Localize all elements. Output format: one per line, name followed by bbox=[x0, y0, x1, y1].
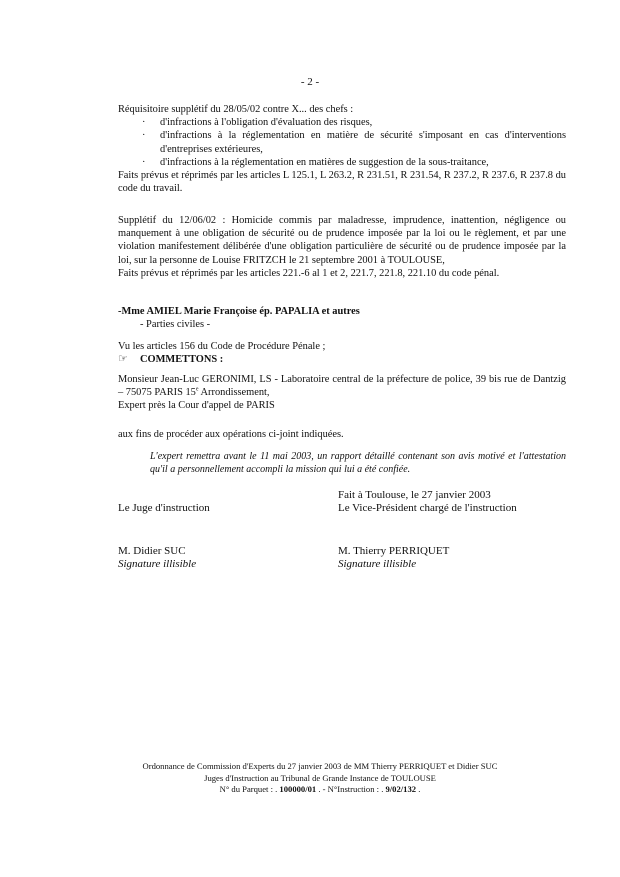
purpose-text: aux fins de procéder aux opérations ci-joint indiquées. bbox=[118, 429, 344, 440]
bullet-icon: · bbox=[142, 117, 146, 129]
requisitoire-articles: Faits prévus et réprimés par les articles L 125.1, L 263.2, R 231.51, R 231.54, R 237.2, R 237.6, R 237.8 du code du travail. bbox=[118, 170, 566, 195]
judge-title: Le Juge d'instruction bbox=[118, 502, 210, 514]
expert-deadline-note: L'expert remettra avant le 11 mai 2003, un rapport détaillé contenant son avis motivé et l'attestation qu'il a personnellement accompli la mission qui lui a été confiée. bbox=[150, 451, 566, 475]
legal-basis: Vu les articles 156 du Code de Procédure Pénale ; bbox=[118, 341, 326, 352]
party-name: -Mme AMIEL Marie Françoise ép. PAPALIA et autres bbox=[118, 306, 360, 317]
pointing-hand-icon: ☞ bbox=[118, 353, 128, 366]
bullet-icon: · bbox=[142, 130, 146, 142]
parquet-number: 100000/01 bbox=[279, 784, 317, 794]
vice-president-name: M. Thierry PERRIQUET bbox=[338, 545, 450, 557]
vice-president-signature: Signature illisible bbox=[338, 558, 417, 570]
requisitoire-intro: Réquisitoire supplétif du 28/05/02 contre X... des chefs : bbox=[118, 104, 354, 115]
suppletif-section bbox=[118, 214, 566, 280]
list-item: · d'infractions à la réglementation en matière de sécurité s'imposant en cas d'interventions d'entreprises extérieures, bbox=[142, 130, 566, 155]
judge-name: M. Didier SUC bbox=[118, 545, 186, 557]
footer-line-3: N° du Parquet : . 100000/01 . - N°Instruction : . 9/02/132 . bbox=[219, 784, 421, 794]
vice-president-title: Le Vice-Président chargé de l'instruction bbox=[338, 502, 517, 514]
page-number: - 2 - bbox=[300, 76, 320, 88]
suppletif-articles: Faits prévus et réprimés par les articles 221.-6 al 1 et 2, 221.7, 221.8, 221.10 du code pénal. bbox=[118, 267, 500, 279]
expert-section bbox=[118, 373, 566, 413]
charges-list bbox=[118, 116, 566, 169]
footer-line-2: Juges d'Instruction au Tribunal de Grande Instance de TOULOUSE bbox=[204, 772, 436, 783]
list-item: · d'infractions à la réglementation en matières de suggestion de la sous-traitance, bbox=[142, 156, 489, 168]
party-section bbox=[118, 305, 566, 331]
requisitoire-section bbox=[118, 103, 566, 195]
footer-line-1: Ordonnance de Commission d'Experts du 27 janvier 2003 de MM Thierry PERRIQUET et Didier SUC bbox=[142, 761, 498, 771]
judge-signature: Signature illisible bbox=[118, 558, 197, 570]
suppletif-text: Supplétif du 12/06/02 : Homicide commis par maladresse, imprudence, inattention, négligence ou manquement à une obligation de sécurité ou de prudence imposée par la loi ou le règlement, et par une violation manifestement délibérée d'une obligation particulière de sécurité ou de prudence imposée par la loi, sur la personne de Louise FRITZCH le 21 septembre 2001 à TOULOUSE, bbox=[118, 215, 566, 266]
list-item: · d'infractions à l'obligation d'évaluation des risques, bbox=[142, 117, 373, 129]
instruction-number: 9/02/132 bbox=[385, 784, 417, 794]
place-date: Fait à Toulouse, le 27 janvier 2003 bbox=[338, 489, 491, 501]
decision-section bbox=[118, 340, 566, 366]
page-footer bbox=[100, 761, 540, 796]
expert-line-1: Monsieur Jean-Luc GERONIMI, LS - Laboratoire central de la préfecture de police, 39 bis rue de Dantzig – 75075 PARIS 15e Arrondissement, bbox=[118, 374, 566, 399]
bullet-icon: · bbox=[142, 156, 146, 168]
party-role: - Parties civiles - bbox=[140, 319, 211, 331]
expert-line-2: Expert près la Cour d'appel de PARIS bbox=[118, 400, 275, 412]
command-heading: COMMETTONS : bbox=[140, 354, 224, 366]
